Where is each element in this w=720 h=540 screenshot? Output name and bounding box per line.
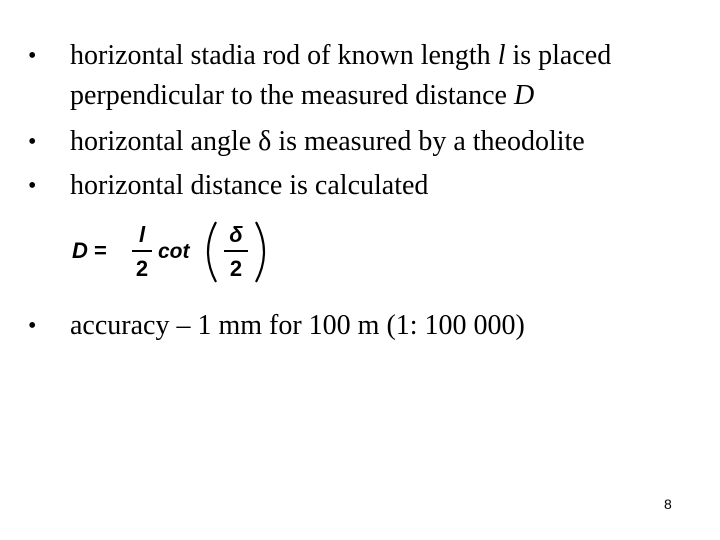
variable-d: D [513, 80, 535, 111]
page-number: 8 [664, 496, 672, 512]
bullet-marker: • [28, 43, 37, 69]
symbol-delta: δ [258, 126, 272, 157]
formula-left-paren [208, 222, 216, 282]
bullet-text: accuracy – 1 mm for 100 m (1: 100 000) [70, 310, 525, 341]
bullet-text: horizontal stadia rod of known length l is placed [70, 40, 612, 71]
formula-function-cot: cot [158, 240, 190, 263]
formula-lhs: D [72, 238, 88, 263]
bullet-text: perpendicular to the measured distance D [70, 80, 535, 111]
bullet-text: horizontal angle δ is measured by a theodolite [70, 126, 585, 157]
formula-frac1-numerator: l [138, 222, 146, 247]
variable-l: l [497, 40, 506, 71]
formula-equals: = [94, 238, 107, 263]
formula-frac2-numerator: δ [229, 222, 243, 247]
bullet-marker: • [28, 313, 37, 339]
distance-formula [70, 218, 280, 286]
formula-frac1-denominator: 2 [135, 256, 149, 281]
bullet-text: horizontal distance is calculated [70, 170, 429, 201]
bullet-marker: • [28, 129, 37, 155]
formula-frac2-denominator: 2 [229, 256, 243, 281]
bullet-marker: • [28, 173, 37, 199]
formula-right-paren [256, 222, 264, 282]
